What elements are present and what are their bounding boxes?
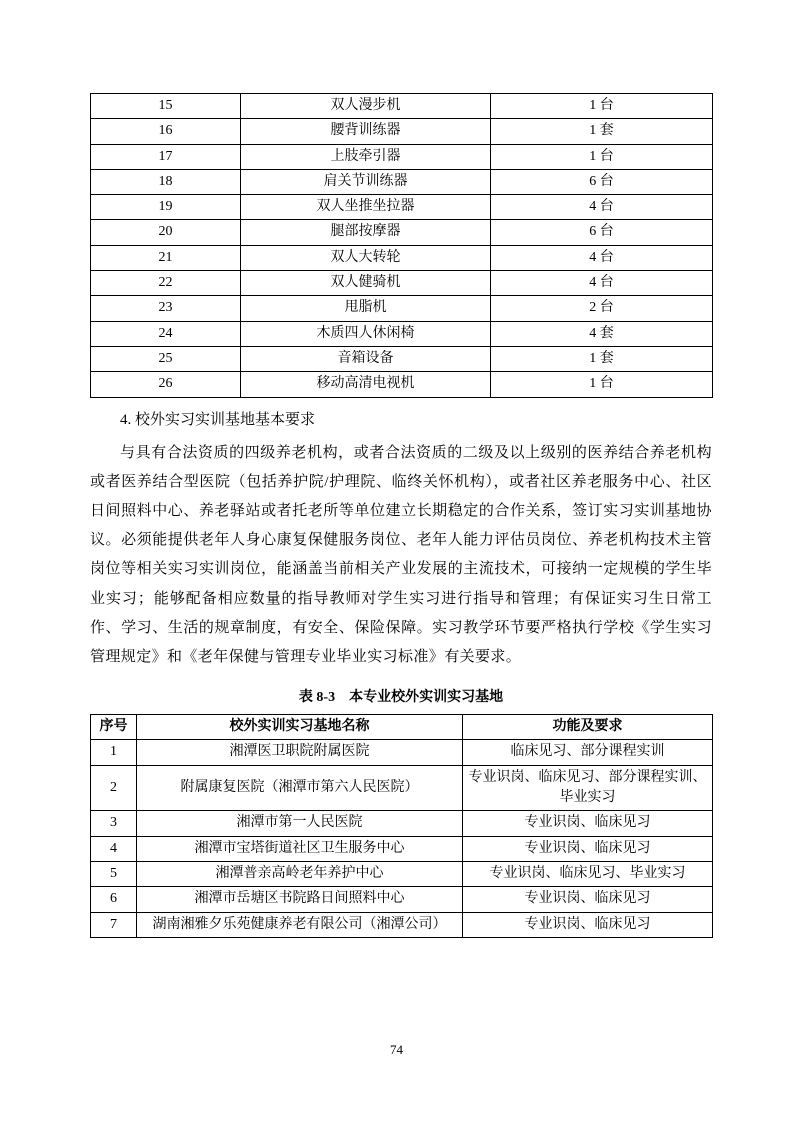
cell-base-name: 湖南湘雅夕乐苑健康养老有限公司（湘潭公司） [137, 912, 463, 937]
header-function: 功能及要求 [463, 715, 713, 740]
cell-no: 19 [91, 195, 241, 220]
cell-equipment-name: 双人坐推坐拉器 [241, 195, 491, 220]
cell-no: 20 [91, 220, 241, 245]
cell-equipment-name: 木质四人休闲椅 [241, 321, 491, 346]
cell-base-name: 湘潭普亲高岭老年养护中心 [137, 861, 463, 886]
cell-equipment-name: 肩关节训练器 [241, 169, 491, 194]
page-number: 74 [390, 1042, 403, 1057]
cell-quantity: 4 台 [491, 195, 713, 220]
cell-quantity: 1 套 [491, 119, 713, 144]
cell-quantity: 1 套 [491, 346, 713, 371]
cell-no: 23 [91, 296, 241, 321]
cell-function: 专业识岗、临床见习、毕业实习 [463, 861, 713, 886]
cell-quantity: 1 台 [491, 144, 713, 169]
table-row [91, 912, 713, 937]
cell-function: 专业识岗、临床见习 [463, 912, 713, 937]
cell-base-name: 湘潭市第一人民医院 [137, 811, 463, 836]
cell-no: 6 [91, 887, 137, 912]
cell-no: 24 [91, 321, 241, 346]
cell-base-name: 附属康复医院（湘潭市第六人民医院） [137, 765, 463, 811]
body-paragraph: 与具有合法资质的四级养老机构，或者合法资质的二级及以上级别的医养结合养老机构或者医养结合型医院（包括养护院/护理院、临终关怀机构），或者社区养老服务中心、社区日间照料中心、养老驿站或者托老所等单位建立长期稳定的合作关系，签订实习实训基地协议。必须能提供老年人身心康复保健服务岗位、老年人能力评估员岗位、养老机构技术主管岗位等相关实习实训岗位，能涵盖当前相关产业发展的主流技术，可接纳一定规模的学生毕业实习；能够配备相应数量的指导教师对学生实习进行指导和管理；有保证实习生日常工作、学习、生活的规章制度，有安全、保险保障。实习教学环节要严格执行学校《学生实习管理规定》和《老年保健与管理专业毕业实习标准》有关要求。 [90, 444, 712, 665]
table-row [91, 765, 713, 811]
cell-no: 4 [91, 836, 137, 861]
cell-no: 17 [91, 144, 241, 169]
cell-quantity: 1 台 [491, 372, 713, 397]
table-row [91, 296, 713, 321]
equipment-table [90, 93, 713, 398]
cell-equipment-name: 双人大转轮 [241, 245, 491, 270]
cell-equipment-name: 甩脂机 [241, 296, 491, 321]
cell-quantity: 4 台 [491, 271, 713, 296]
cell-equipment-name: 腰背训练器 [241, 119, 491, 144]
cell-base-name: 湘潭市岳塘区书院路日间照料中心 [137, 887, 463, 912]
table-row [91, 887, 713, 912]
table-row [91, 740, 713, 765]
training-bases-table [90, 714, 713, 938]
header-base-name: 校外实训实习基地名称 [137, 715, 463, 740]
cell-no: 15 [91, 94, 241, 119]
page-content [90, 93, 712, 938]
cell-base-name: 湘潭医卫职院附属医院 [137, 740, 463, 765]
cell-quantity: 6 台 [491, 169, 713, 194]
cell-function: 专业识岗、临床见习 [463, 811, 713, 836]
cell-quantity: 4 台 [491, 245, 713, 270]
table-row [91, 372, 713, 397]
table-header-row [91, 715, 713, 740]
table-row [91, 861, 713, 886]
cell-no: 5 [91, 861, 137, 886]
cell-no: 26 [91, 372, 241, 397]
cell-no: 25 [91, 346, 241, 371]
cell-base-name: 湘潭市宝塔街道社区卫生服务中心 [137, 836, 463, 861]
cell-function: 专业识岗、临床见习 [463, 887, 713, 912]
table-row [91, 271, 713, 296]
cell-quantity: 1 台 [491, 94, 713, 119]
cell-function: 专业识岗、临床见习、部分课程实训、毕业实习 [463, 765, 713, 811]
section-heading: 4. 校外实习实训基地基本要求 [120, 411, 316, 428]
cell-equipment-name: 双人健骑机 [241, 271, 491, 296]
cell-no: 18 [91, 169, 241, 194]
cell-equipment-name: 双人漫步机 [241, 94, 491, 119]
cell-no: 2 [91, 765, 137, 811]
cell-function: 临床见习、部分课程实训 [463, 740, 713, 765]
table-row [91, 346, 713, 371]
cell-quantity: 2 台 [491, 296, 713, 321]
table-row [91, 94, 713, 119]
table-row [91, 245, 713, 270]
cell-quantity: 4 套 [491, 321, 713, 346]
cell-equipment-name: 腿部按摩器 [241, 220, 491, 245]
header-no: 序号 [91, 715, 137, 740]
table-row [91, 836, 713, 861]
table-row [91, 811, 713, 836]
cell-equipment-name: 上肢牵引器 [241, 144, 491, 169]
cell-equipment-name: 移动高清电视机 [241, 372, 491, 397]
table-row [91, 195, 713, 220]
cell-no: 16 [91, 119, 241, 144]
cell-no: 7 [91, 912, 137, 937]
table-row [91, 220, 713, 245]
table-row [91, 321, 713, 346]
table-row [91, 169, 713, 194]
table-row [91, 144, 713, 169]
table-caption: 表 8-3 本专业校外实训实习基地 [298, 690, 504, 706]
cell-equipment-name: 音箱设备 [241, 346, 491, 371]
cell-no: 22 [91, 271, 241, 296]
table-row [91, 119, 713, 144]
cell-no: 3 [91, 811, 137, 836]
cell-no: 21 [91, 245, 241, 270]
cell-no: 1 [91, 740, 137, 765]
cell-quantity: 6 台 [491, 220, 713, 245]
cell-function: 专业识岗、临床见习 [463, 836, 713, 861]
